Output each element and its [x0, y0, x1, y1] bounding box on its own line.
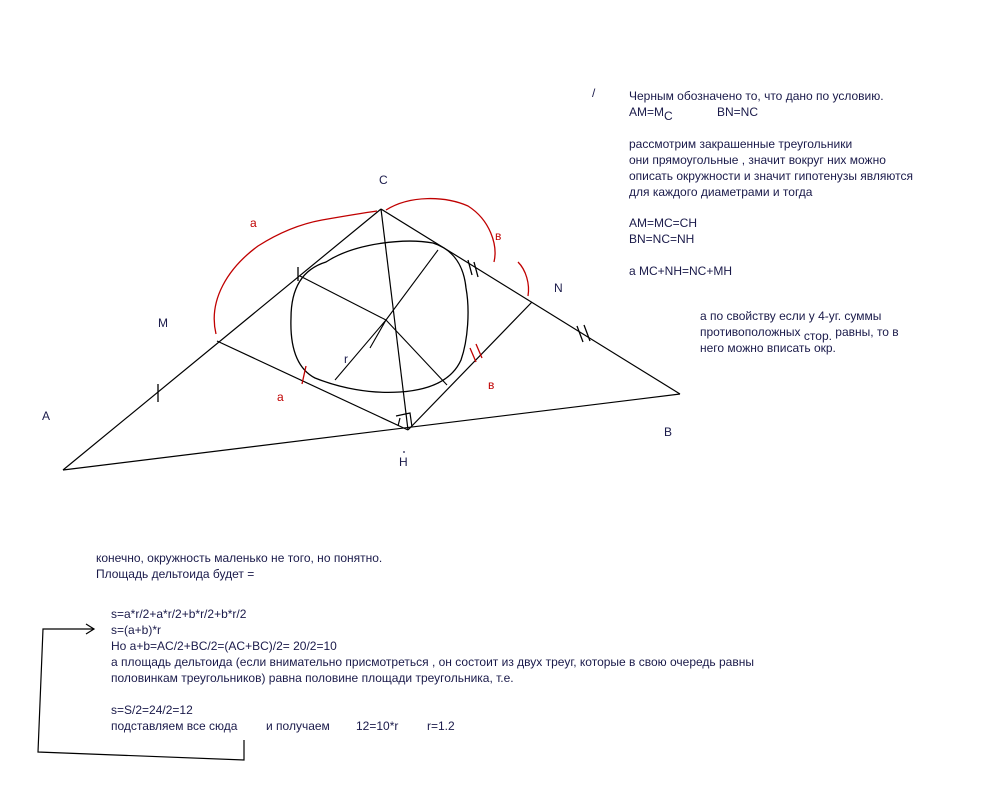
note-am-eq: AM=M — [629, 105, 665, 119]
side-ab — [63, 394, 680, 470]
right-angle-mark — [396, 413, 412, 427]
red-tick-right-1 — [470, 348, 476, 362]
stray-slash: / — [592, 86, 596, 100]
radius-lower-left — [335, 320, 386, 380]
radius-short — [370, 320, 386, 348]
label-a-top: а — [250, 216, 257, 230]
property-equal: равны, то в — [835, 325, 899, 339]
formula-sum: s=a*r/2+a*r/2+b*r/2+b*r/2 — [111, 607, 247, 621]
property-line-2 — [700, 324, 899, 343]
label-b: B — [664, 425, 673, 439]
equal-tick-marks — [158, 260, 590, 402]
red-arc-far-right — [518, 262, 529, 296]
h-dot — [403, 451, 405, 453]
note-bn-nc-nh: BN=NC=NH — [629, 232, 695, 246]
tick-cn-1 — [468, 260, 472, 275]
label-h: H — [399, 455, 408, 469]
tick-nb-2 — [584, 325, 590, 341]
label-c: C — [379, 173, 388, 187]
note-consider: рассмотрим закрашенные треугольники — [629, 137, 853, 151]
triangle-abc — [63, 209, 680, 470]
point-labels — [42, 173, 672, 469]
radius-upper-right — [386, 250, 438, 320]
red-arc-left — [214, 211, 377, 334]
red-annotations — [214, 199, 528, 384]
red-arc-right — [386, 199, 495, 262]
side-ac — [63, 209, 381, 470]
formula-result: r=1.2 — [427, 719, 455, 733]
deltoid-explanation-1: а площадь дельтоида (если внимательно присмотреться , он состоит из двух треуг, которые в свою очередь равны — [111, 655, 754, 669]
note-right-angled: они прямоугольные , значит вокруг них можно — [629, 153, 886, 167]
formula-substitute: подставляем все сюда — [111, 719, 238, 733]
note-diameters: для каждого диаметрами и тогда — [629, 185, 813, 199]
bottom-circle-comment: конечно, окружность маленько не того, но понятно. — [96, 551, 383, 565]
label-a: A — [42, 409, 51, 423]
tick-cn-2 — [474, 262, 478, 277]
radius-lower-right — [386, 320, 447, 385]
segment-mh — [217, 341, 408, 430]
segment-nh — [408, 302, 532, 430]
bottom-area-intro: Площадь дельтоида будет = — [96, 567, 255, 581]
deltoid-explanation-2: половинкам треугольников) равна половине площади треугольника, т.е. — [111, 671, 514, 685]
formula-get: и получаем — [266, 719, 330, 733]
formula-factored: s=(a+b)*r — [111, 623, 162, 637]
label-m: M — [158, 316, 168, 330]
formula-a-plus-b: Но a+b=AC/2+BC/2=(AC+BC)/2= 20/2=10 — [111, 639, 337, 653]
label-a-bottom: а — [277, 390, 284, 404]
property-opposite: противоположных — [700, 325, 801, 339]
label-b-bottom: в — [488, 378, 495, 392]
formula-equation: 12=10*r — [356, 719, 399, 733]
label-b-top: в — [495, 229, 502, 243]
note-am-mc — [629, 104, 673, 123]
note-circles: описать окружности и значит гипотенузы являются — [629, 169, 913, 183]
circle-radii — [300, 250, 447, 385]
note-am-mc-ch: AM=MC=CH — [629, 216, 698, 230]
label-r: r — [344, 352, 348, 366]
note-bn-nc: BN=NC — [717, 105, 759, 119]
property-line-1: а по свойству если у 4-уг. суммы — [700, 309, 882, 323]
property-line-3: него можно вписать окр. — [700, 341, 836, 355]
label-n: N — [554, 281, 563, 295]
note-c-sub: C — [664, 109, 673, 123]
radius-upper-left — [300, 276, 386, 320]
note-line-given: Черным обозначено то, что дано по условию. — [629, 89, 884, 103]
note-sum: а MC+NH=NC+MH — [629, 264, 733, 278]
formula-area: s=S/2=24/2=12 — [111, 703, 193, 717]
property-sides: стор. — [803, 329, 832, 343]
